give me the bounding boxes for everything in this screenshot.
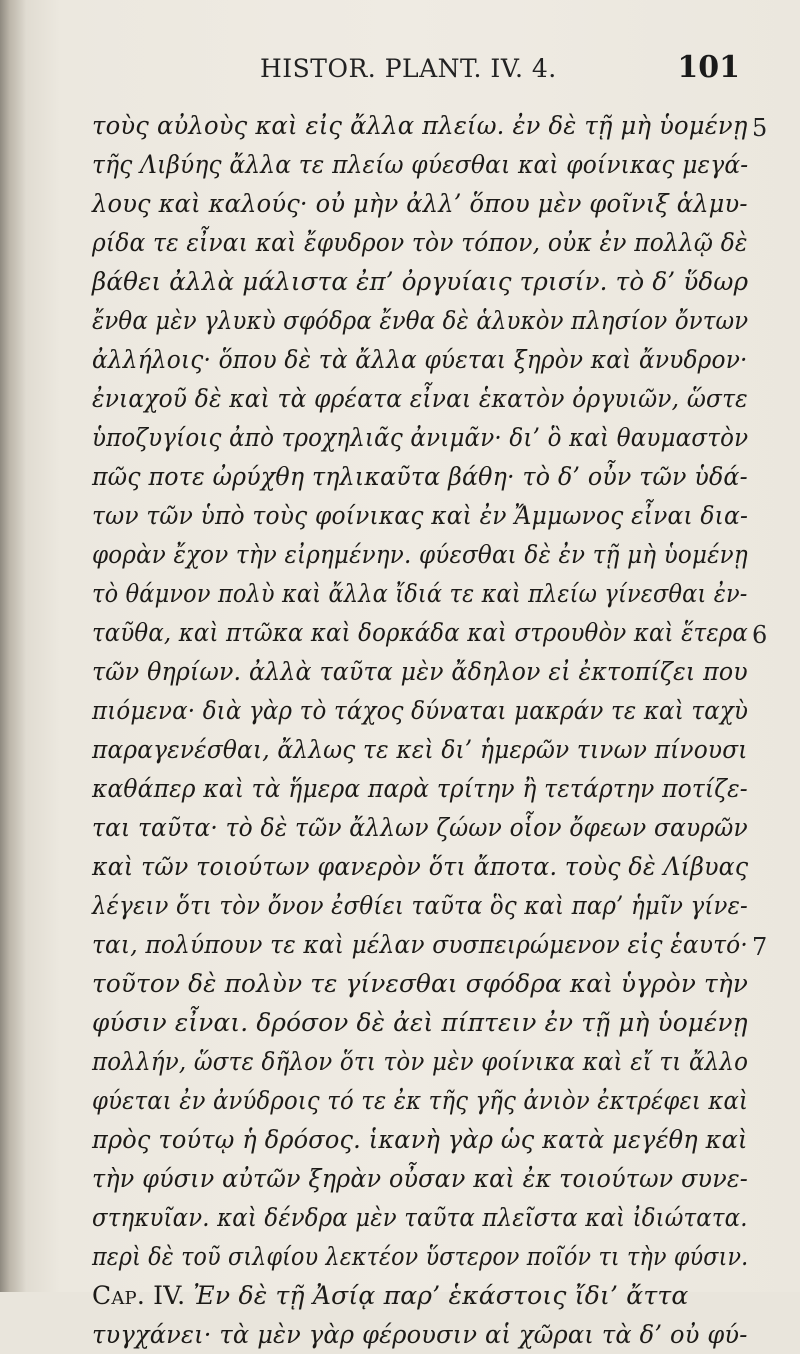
page-header bbox=[60, 50, 750, 90]
text-line: τὴν φύσιν αὐτῶν ξηρὰν οὖσαν καὶ ἐκ τοιούτων συνε- bbox=[92, 1164, 749, 1193]
text-line: τὸ θάμνον πολὺ καὶ ἄλλα ἴδιά τε καὶ πλείω γίνεσθαι ἐν- bbox=[92, 579, 748, 608]
body-text bbox=[92, 106, 752, 1354]
text-line: πολλήν, ὥστε δῆλον ὅτι τὸν μὲν φοίνικα καὶ εἴ τι ἄλλο bbox=[92, 1047, 749, 1076]
text-line: ὑποζυγίοις ἀπὸ τροχηλιᾶς ἀνιμᾶν· δι’ ὃ καὶ θαυμαστὸν bbox=[92, 423, 749, 452]
text-line: πιόμενα· διὰ γὰρ τὸ τάχος δύναται μακράν τε καὶ ταχὺ bbox=[92, 696, 749, 725]
text-line: φύεται ἐν ἀνύδροις τό τε ἐκ τῆς γῆς ἀνιὸν ἐκτρέφει καὶ bbox=[92, 1086, 749, 1115]
text-line: ἀλλήλοις· ὅπου δὲ τὰ ἄλλα φύεται ξηρὸν καὶ ἄνυδρον· bbox=[92, 345, 748, 374]
text-line: ται, πολύπουν τε καὶ μέλαν συσπειρώμενον εἰς ἑαυτό· bbox=[92, 930, 748, 959]
text-line: τυγχάνει· τὰ μὲν γὰρ φέρουσιν αἱ χῶραι τὰ δ’ οὐ φύ- bbox=[92, 1320, 748, 1349]
text-line: ταῦθα, καὶ πτῶκα καὶ δορκάδα καὶ στρουθὸν καὶ ἕτερα bbox=[92, 618, 748, 647]
text-line: φορὰν ἔχον τὴν εἰρημένην. φύεσθαι δὲ ἐν τῇ μὴ ὑομένῃ bbox=[92, 540, 748, 569]
text-line: βάθει ἀλλὰ μάλιστα ἐπ’ ὀργυίαις τρισίν. τὸ δ’ ὕδωρ bbox=[92, 267, 749, 296]
text-line: λέγειν ὅτι τὸν ὄνον ἐσθίει ταῦτα ὃς καὶ παρ’ ἡμῖν γίνε- bbox=[92, 891, 748, 920]
text-line: ρίδα τε εἶναι καὶ ἔφυδρον τὸν τόπον, οὐκ ἐν πολλῷ δὲ bbox=[92, 228, 748, 257]
text-line: ἐνιαχοῦ δὲ καὶ τὰ φρέατα εἶναι ἑκατὸν ὀργυιῶν, ὥστε bbox=[92, 384, 748, 413]
chapter-line bbox=[92, 1276, 752, 1315]
margin-section-number: 5 bbox=[752, 114, 768, 142]
text-line: πρὸς τούτῳ ἡ δρόσος. ἱκανὴ γὰρ ὡς κατὰ μεγέθη καὶ bbox=[92, 1125, 748, 1154]
text-line: φύσιν εἶναι. δρόσον δὲ ἀεὶ πίπτειν ἐν τῇ μὴ ὑομένῃ bbox=[92, 1008, 748, 1037]
text-line: λους καὶ καλούς· οὐ μὴν ἀλλ’ ὅπου μὲν φοῖνιξ ἁλμυ- bbox=[92, 189, 748, 218]
text-line: ἔνθα μὲν γλυκὺ σφόδρα ἔνθα δὲ ἁλυκὸν πλησίον ὄντων bbox=[92, 306, 749, 335]
page-number: 101 bbox=[677, 50, 740, 85]
margin-section-number: 7 bbox=[752, 933, 768, 961]
text-line: ται ταῦτα· τὸ δὲ τῶν ἄλλων ζώων οἷον ὄφεων σαυρῶν bbox=[92, 813, 748, 842]
text-line: περὶ δὲ τοῦ σιλφίου λεκτέον ὕστερον ποῖόν τι τὴν φύσιν. bbox=[92, 1242, 749, 1271]
binding-shadow bbox=[0, 0, 26, 1292]
running-title: HISTOR. PLANT. IV. 4. bbox=[260, 54, 557, 83]
text-line: τοῦτον δὲ πολὺν τε γίνεσθαι σφόδρα καὶ ὑγρὸν τὴν bbox=[92, 969, 749, 998]
chapter-text: Ἐν δὲ τῇ Ἀσίᾳ παρ’ ἑκάστοις ἴδι’ ἄττα bbox=[193, 1281, 689, 1310]
text-line: παραγενέσθαι, ἄλλως τε κεὶ δι’ ἡμερῶν τινων πίνουσι bbox=[92, 735, 748, 764]
margin-section-number: 6 bbox=[752, 621, 768, 649]
text-line: τῶν θηρίων. ἀλλὰ ταῦτα μὲν ἄδηλον εἰ ἐκτοπίζει που bbox=[92, 657, 748, 686]
text-line: τῆς Λιβύης ἄλλα τε πλείω φύεσθαι καὶ φοίνικας μεγά- bbox=[92, 150, 749, 179]
text-line: καὶ τῶν τοιούτων φανερὸν ὅτι ἄποτα. τοὺς δὲ Λίβυας bbox=[92, 852, 749, 881]
text-line: καθάπερ καὶ τὰ ἥμερα παρὰ τρίτην ἢ τετάρτην ποτίζε- bbox=[92, 774, 748, 803]
text-line: στηκυῖαν. καὶ δένδρα μὲν ταῦτα πλεῖστα καὶ ἰδιώτατα. bbox=[92, 1203, 748, 1232]
chapter-label: Cap. IV. bbox=[92, 1281, 186, 1310]
text-line: των τῶν ὑπὸ τοὺς φοίνικας καὶ ἐν Ἄμμωνος εἶναι δια- bbox=[92, 501, 749, 530]
text-line: πῶς ποτε ὠρύχθη τηλικαῦτα βάθη· τὸ δ’ οὖν τῶν ὑδά- bbox=[92, 462, 748, 491]
text-line: τοὺς αὐλοὺς καὶ εἰς ἄλλα πλείω. ἐν δὲ τῇ μὴ ὑομένῃ bbox=[92, 111, 748, 140]
